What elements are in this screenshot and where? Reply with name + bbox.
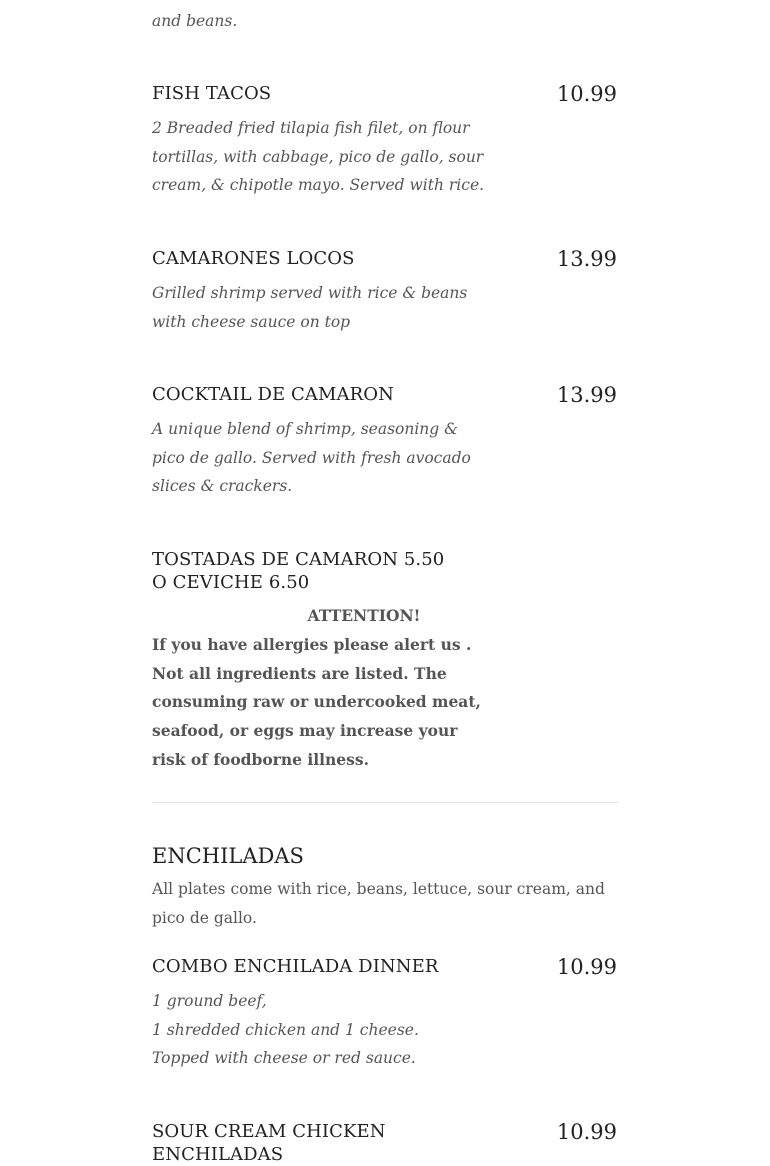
attention-title: ATTENTION!	[307, 606, 421, 625]
section-divider	[152, 802, 618, 803]
menu-item-price: 13.99	[556, 383, 617, 407]
menu-item-price: 10.99	[556, 955, 617, 979]
menu-item-description: A unique blend of shrimp, seasoning & pico de gallo. Served with fresh avocado slices & crackers.	[152, 420, 471, 496]
menu-item-name: COCKTAIL DE CAMARON	[152, 384, 395, 405]
menu-item-name: COMBO ENCHILADA DINNER	[152, 956, 439, 977]
menu-item-name: SOUR CREAM CHICKEN ENCHILADAS	[152, 1121, 386, 1165]
menu-item-description: 2 Breaded fried tilapia fish filet, on flour tortillas, with cabbage, pico de gallo, sour cream, & chipotle mayo. Served with rice.	[152, 119, 485, 195]
menu-item-price: 13.99	[556, 247, 617, 271]
description-line: 1 ground beef,	[152, 992, 267, 1010]
menu-item-name: TOSTADAS DE CAMARON 5.50 O CEVICHE 6.50	[152, 549, 445, 593]
section-title: ENCHILADAS	[152, 844, 304, 868]
menu-item-description: Grilled shrimp served with rice & beans with cheese sauce on top	[152, 284, 468, 331]
section-description: All plates come with rice, beans, lettuce, sour cream, and pico de gallo.	[152, 880, 605, 927]
allergy-notice: If you have allergies please alert us . Not all ingredients are listed. The consuming raw or undercooked meat, seafood, or eggs may increase your risk of foodborne illness.	[152, 635, 481, 769]
menu-item-price: 10.99	[556, 1120, 617, 1144]
menu-item-description	[152, 987, 492, 1073]
description-line: Topped with cheese or red sauce.	[152, 1049, 416, 1068]
menu-item-name: CAMARONES LOCOS	[152, 248, 355, 269]
previous-item-description-fragment: and beans.	[152, 12, 238, 30]
menu-item-price: 10.99	[556, 82, 617, 106]
description-line: 1 shredded chicken and 1 cheese.	[152, 1020, 419, 1039]
menu-item-name: FISH TACOS	[152, 83, 272, 104]
